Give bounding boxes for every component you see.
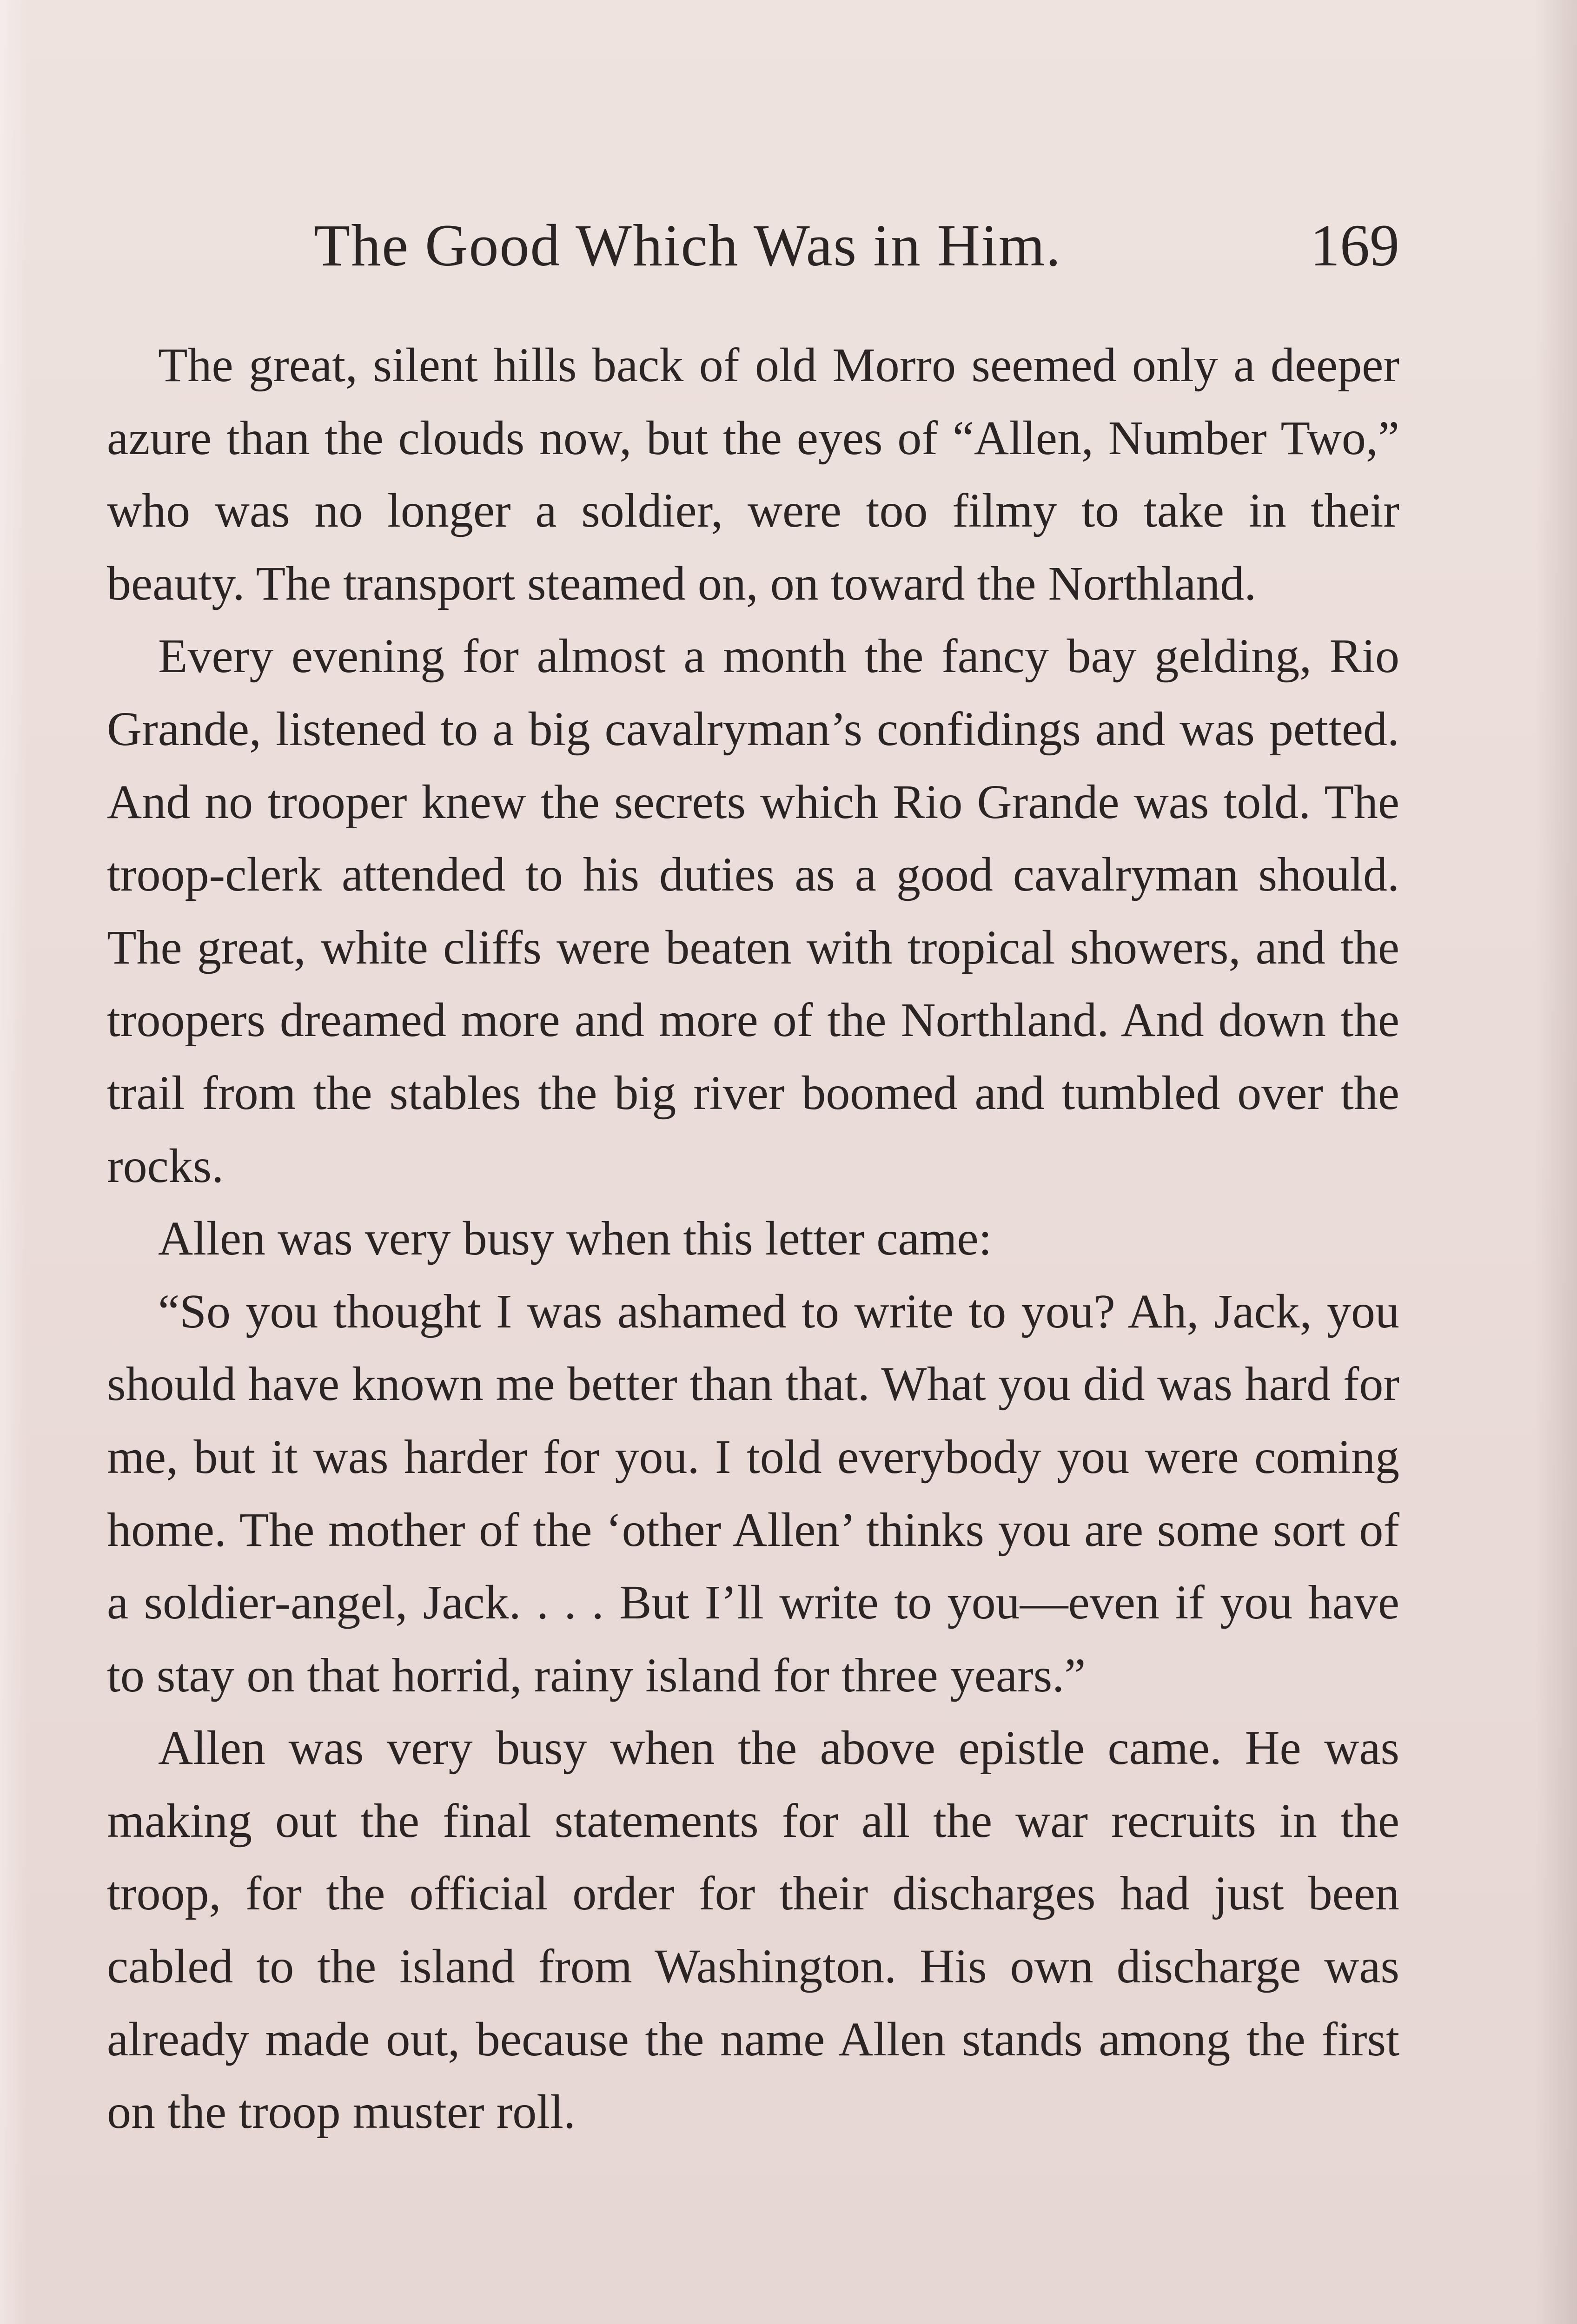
running-title: The Good Which Was in Him.: [314, 212, 1062, 278]
page-number: 169: [1310, 212, 1399, 278]
paragraph: Every evening for almost a month the fancy bay gelding, Rio Grande, listened to a big cavalryman’s confidings and was petted. And no trooper knew the secrets which Rio Grande was told. The troop-clerk attended to his duties as a good cavalryman should. The great, white cliffs were beaten with tropical showers, and the troopers dreamed more and more of the Northland. And down the trail from the stables the big river boomed and tumbled over the rocks.: [107, 629, 1399, 1193]
page-edge-shadow: [1535, 0, 1577, 2324]
running-head: [107, 190, 1399, 283]
body-text: [107, 329, 1399, 2149]
paragraph: Allen was very busy when this letter came:: [158, 1212, 992, 1266]
paragraph: “So you thought I was ashamed to write to you? Ah, Jack, you should have known me better than that. What you did was hard for me, but it was harder for you. I told everybody you were coming home. The mother of the ‘other Allen’ thinks you are some sort of a soldier-angel, Jack. . . . But I’ll write to you—even if you have to stay on that horrid, rainy island for three years.”: [107, 1284, 1399, 1702]
paragraph: The great, silent hills back of old Morro seemed only a deeper azure than the clouds now, but the eyes of “Allen, Number Two,” who was no longer a soldier, were too filmy to take in their beauty. The transport steamed on, on toward the Northland.: [107, 338, 1399, 610]
paragraph: Allen was very busy when the above epistle came. He was making out the final statements for all the war recruits in the troop, for the official order for their discharges had just been cabled to the island from Washington. His own discharge was already made out, because the name Allen stands among the first on the troop muster roll.: [107, 1721, 1399, 2139]
